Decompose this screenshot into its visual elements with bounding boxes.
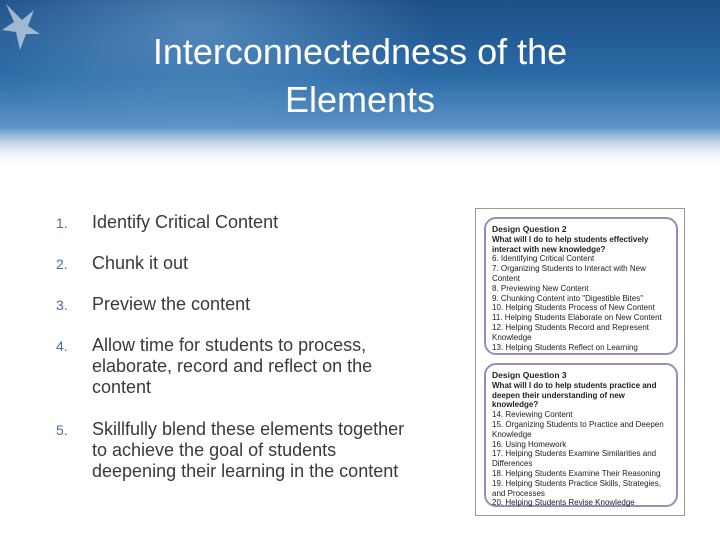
list-item-text: Chunk it out (92, 253, 189, 273)
design-item: 6. Identifying Critical Content (492, 254, 595, 264)
design-item: 12. Helping Students Record and Represent Knowledge (492, 322, 649, 342)
list-item (56, 335, 416, 398)
list-item-text: Preview the content (92, 294, 251, 314)
design-question-text: What will I do to help students effectively interact with new knowledge? (492, 234, 649, 254)
list-item (56, 419, 416, 482)
design-item: 17. Helping Students Examine Similarities and Differences (492, 449, 657, 469)
design-question-2-box (484, 217, 678, 355)
design-question-3-box (484, 363, 678, 507)
design-item: 14. Reviewing Content (492, 410, 573, 420)
design-item: 7. Organizing Students to Interact with New Content (492, 264, 646, 283)
design-item: 18. Helping Students Examine Their Reasoning (492, 468, 661, 478)
design-questions-figure (475, 208, 685, 516)
design-question-heading: Design Question 2 (492, 224, 567, 234)
list-item-text: Identify Critical Content (92, 212, 279, 232)
slide-title (60, 28, 660, 124)
design-item: 16. Using Homework (492, 439, 567, 449)
slide-title-line1: Interconnectedness of the (152, 31, 568, 72)
list-item-text: Allow time for students to process, elaborate, record and reflect on the content (92, 335, 373, 397)
design-question-heading: Design Question 3 (492, 370, 567, 380)
list-item (56, 212, 416, 233)
list-item-text: Skillfully blend these elements together to achieve the goal of students deepening their learning in the content (92, 419, 405, 481)
star-logo-icon (0, 0, 60, 60)
design-question-text: What will I do to help students practice and deepen their understanding of new knowledge? (492, 380, 657, 410)
design-item: 11. Helping Students Elaborate on New Content (492, 313, 662, 323)
list-item-number: 1. (56, 215, 68, 231)
list-item (56, 253, 416, 274)
design-item: 13. Helping Students Reflect on Learning (492, 342, 638, 352)
list-item-number: 2. (56, 256, 68, 272)
list-item (56, 294, 416, 315)
design-item: 15. Organizing Students to Practice and Deepen Knowledge (492, 419, 664, 439)
design-item: 19. Helping Students Practice Skills, Strategies, and Processes (492, 478, 661, 498)
design-item: 10. Helping Students Process of New Content (492, 303, 655, 313)
list-item-number: 3. (56, 297, 68, 313)
list-item-number: 4. (56, 338, 68, 354)
design-item: 9. Chunking Content into "Digestible Bites" (492, 293, 644, 303)
header-fade (0, 128, 720, 168)
slide-title-line2: Elements (284, 79, 436, 120)
design-item: 20. Helping Students Revise Knowledge (492, 498, 635, 508)
numbered-list (56, 212, 416, 482)
list-item-number: 5. (56, 422, 68, 438)
slide-header (0, 0, 720, 168)
design-item: 8. Previewing New Content (492, 283, 589, 293)
